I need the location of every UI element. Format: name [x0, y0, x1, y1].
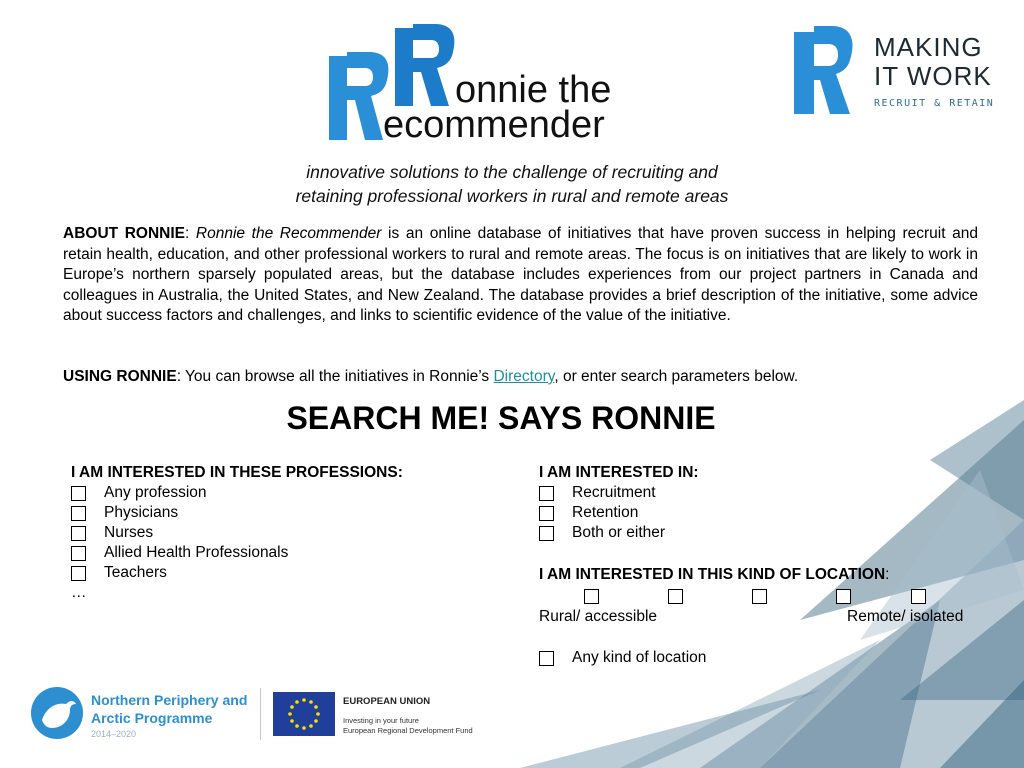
location-section: [539, 565, 979, 675]
using-label: USING RONNIE: [63, 368, 177, 385]
location-scale-checkbox-4[interactable]: [836, 589, 851, 604]
tagline-line1: innovative solutions to the challenge of recruiting and: [306, 162, 718, 182]
miw-r-icon: [792, 24, 856, 116]
tagline: [0, 160, 1024, 208]
interest-option[interactable]: [539, 483, 699, 503]
location-heading-row: [539, 565, 979, 585]
professions-section: [71, 463, 403, 603]
about-paragraph: [63, 224, 978, 327]
about-name: Ronnie the Recommender: [195, 225, 382, 242]
miw-subtitle: RECRUIT & RETAIN: [874, 98, 995, 109]
profession-option[interactable]: [71, 503, 403, 523]
logo-text-line1: onnie the: [455, 69, 612, 111]
footer-divider: [260, 688, 261, 740]
miw-title-line1: MAKING: [874, 32, 983, 62]
professions-heading: I AM INTERESTED IN THESE PROFESSIONS:: [71, 464, 403, 481]
location-heading: I AM INTERESTED IN THIS KIND OF LOCATION: [539, 566, 886, 583]
about-sep: :: [185, 225, 196, 242]
scale-right-label: Remote/ isolated: [847, 608, 964, 625]
interest-checkbox[interactable]: [539, 526, 554, 541]
using-after: , or enter search parameters below.: [554, 368, 799, 385]
directory-link[interactable]: Directory: [493, 368, 555, 385]
eu-line2: European Regional Development Fund: [343, 726, 473, 735]
profession-label: Any profession: [104, 484, 207, 501]
miw-title-line2: IT WORK: [874, 61, 992, 91]
profession-checkbox[interactable]: [71, 546, 86, 561]
ronnie-logo: [325, 22, 625, 144]
npa-line2: Arctic Programme: [91, 710, 213, 726]
npa-line1: Northern Periphery and: [91, 692, 248, 708]
interest-label: Both or either: [572, 524, 666, 541]
interest-option[interactable]: [539, 523, 699, 543]
professions-more: …: [71, 584, 87, 601]
bird-icon: [30, 686, 84, 740]
profession-option[interactable]: [71, 483, 403, 503]
interest-section: [539, 463, 699, 543]
about-label: ABOUT RONNIE: [63, 225, 185, 242]
any-location-label: Any kind of location: [572, 649, 707, 666]
logo-text-line2: ecommender: [383, 104, 605, 146]
profession-checkbox[interactable]: [71, 566, 86, 581]
location-scale-checkbox-5[interactable]: [911, 589, 926, 604]
making-it-work-logo: [792, 24, 1002, 120]
location-heading-colon: :: [885, 566, 890, 583]
eu-title: EUROPEAN UNION: [343, 696, 431, 707]
profession-checkbox[interactable]: [71, 486, 86, 501]
any-location-checkbox[interactable]: [539, 651, 554, 666]
location-scale-checkbox-3[interactable]: [752, 589, 767, 604]
profession-label: Physicians: [104, 504, 179, 521]
any-location-option[interactable]: [539, 648, 706, 668]
interest-label: Retention: [572, 504, 639, 521]
profession-option[interactable]: [71, 563, 403, 583]
interest-checkbox[interactable]: [539, 486, 554, 501]
interest-heading: I AM INTERESTED IN:: [539, 464, 699, 481]
profession-label: Nurses: [104, 524, 154, 541]
npa-logo: [30, 686, 260, 742]
location-scale-checkbox-1[interactable]: [584, 589, 599, 604]
eu-logo: [273, 690, 473, 740]
interest-checkbox[interactable]: [539, 506, 554, 521]
interest-option[interactable]: [539, 503, 699, 523]
interest-label: Recruitment: [572, 484, 656, 501]
profession-option[interactable]: [71, 523, 403, 543]
about-text: is an online database of initiatives that have proven success in helping recruit and retain health, education, and other professional workers to rural and remote areas. The focus is on initiatives that are likely to work in Europe’s northern sparsely populated areas, but the database includes experiences from our project partners in Canada and colleagues in Australia, the United States, and New Zealand. The database provides a brief description of the initiative, some advice about success factors and challenges, and links to scientific evidence of the value of the initiative.: [63, 225, 978, 324]
eu-flag-icon: [273, 692, 335, 736]
tagline-line2: retaining professional workers in rural and remote areas: [295, 186, 729, 206]
location-scale-checkbox-2[interactable]: [668, 589, 683, 604]
profession-option[interactable]: [71, 543, 403, 563]
using-before: : You can browse all the initiatives in Ronnie’s: [176, 368, 494, 385]
npa-years: 2014–2020: [91, 729, 137, 739]
profession-checkbox[interactable]: [71, 506, 86, 521]
using-paragraph: [63, 367, 978, 388]
profession-checkbox[interactable]: [71, 526, 86, 541]
profession-label: Allied Health Professionals: [104, 544, 289, 561]
search-title: SEARCH ME! SAYS RONNIE: [286, 400, 716, 436]
scale-left-label: Rural/ accessible: [539, 608, 658, 625]
profession-label: Teachers: [104, 564, 167, 581]
eu-line1: Investing in your future: [343, 716, 419, 725]
